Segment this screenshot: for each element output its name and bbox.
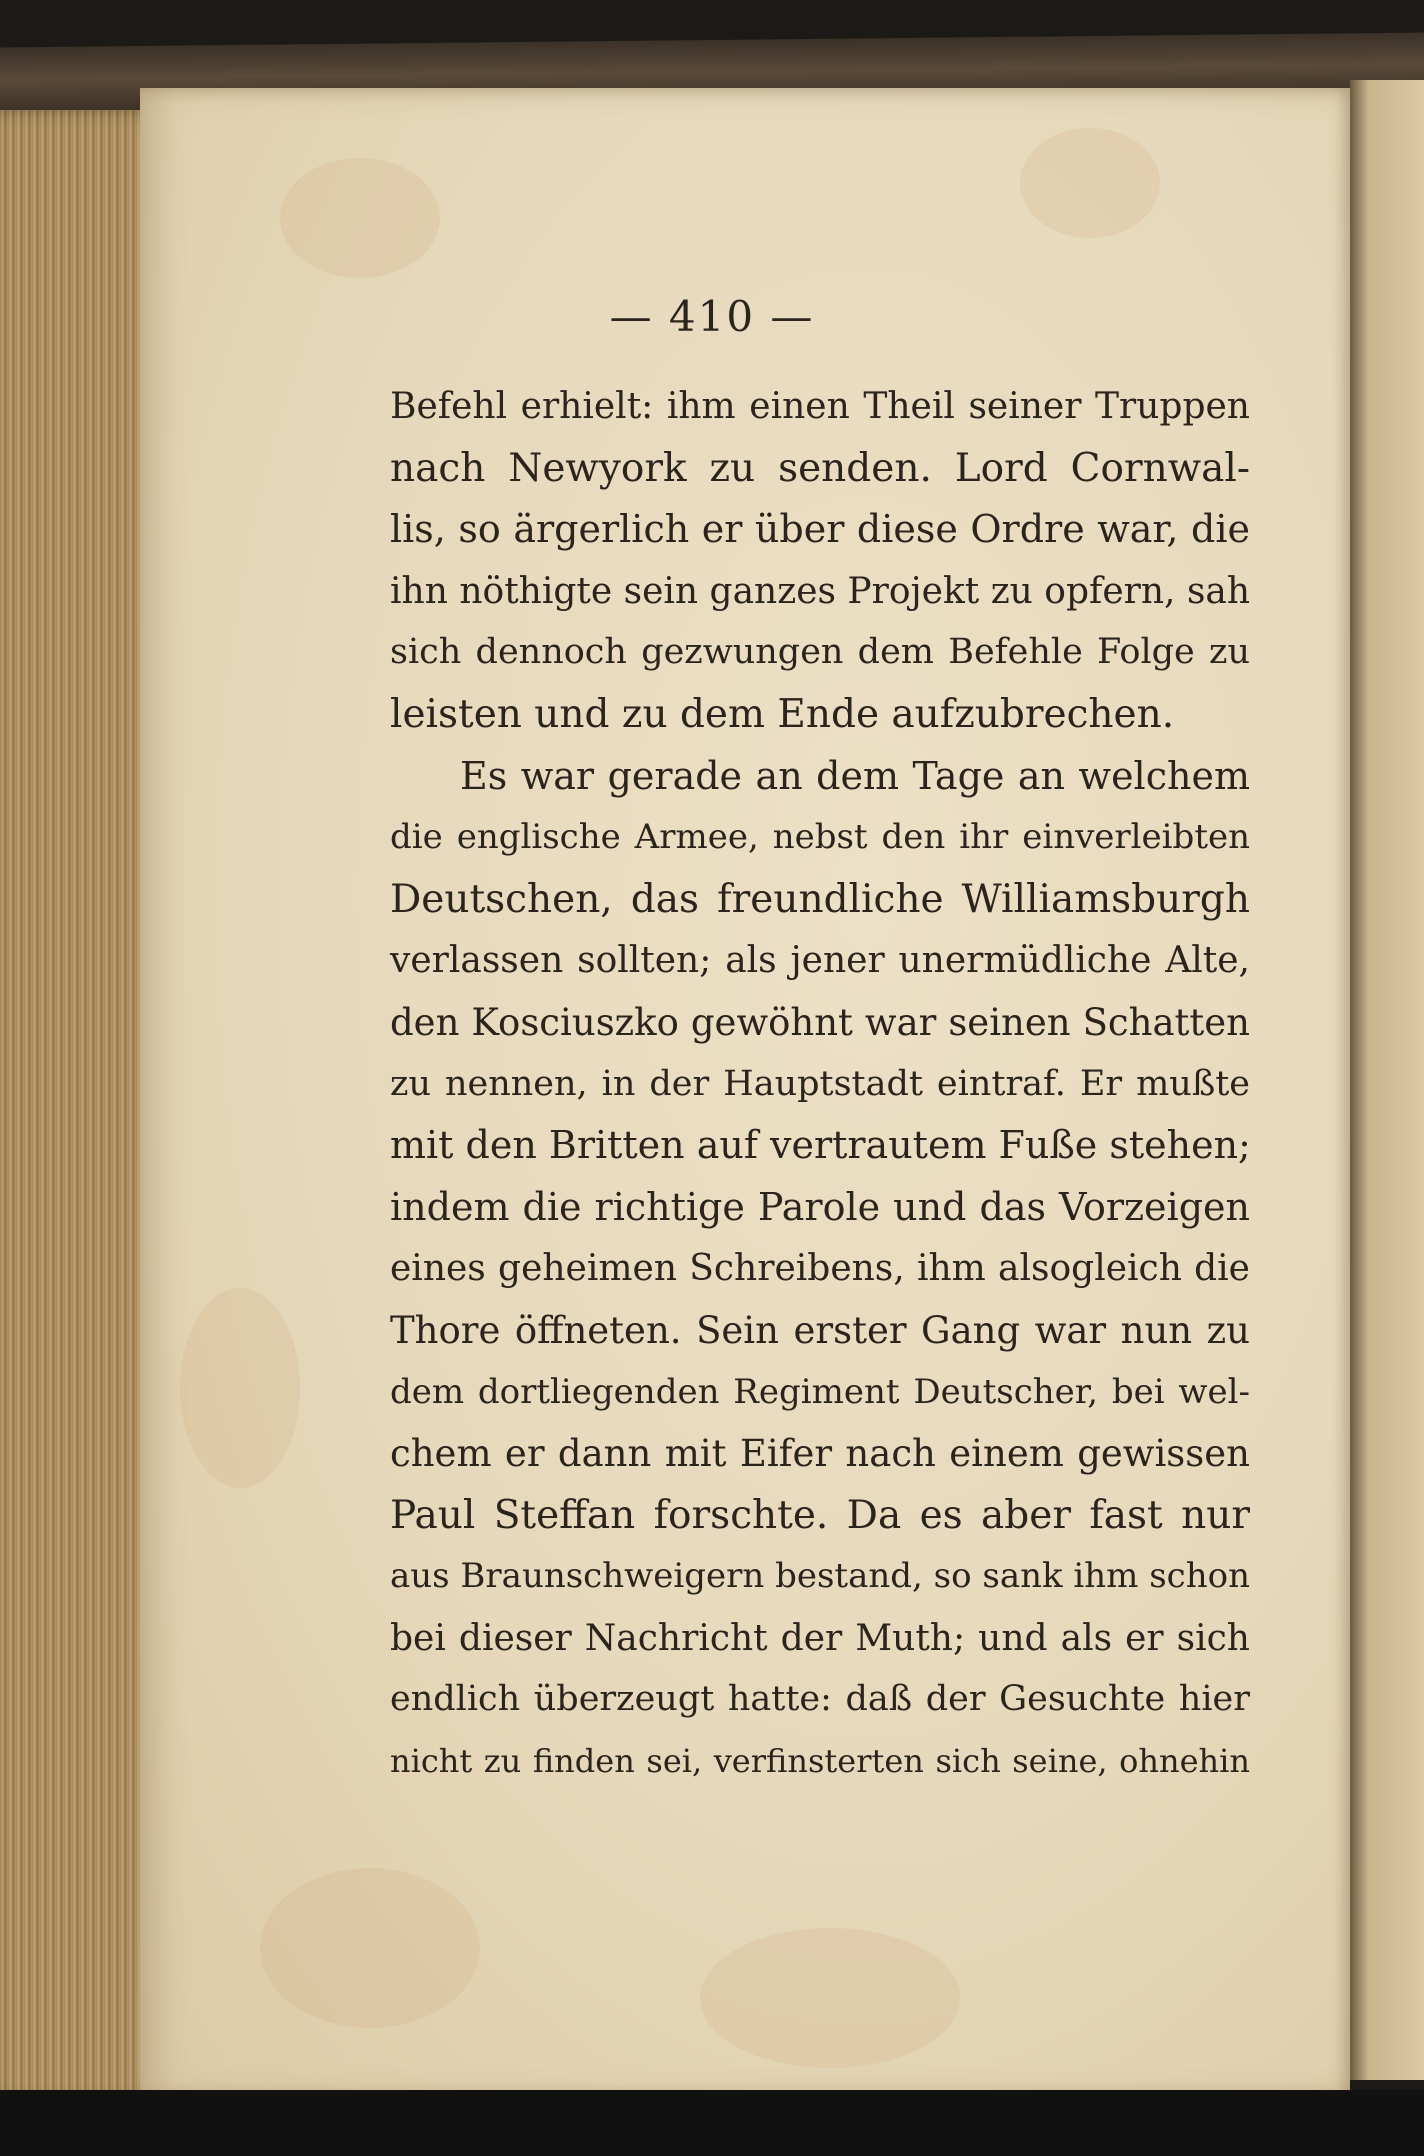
text-line: verlassen sollten; als jener unermüdliche Alte, <box>390 940 1250 982</box>
text-line: indem die richtige Parole und das Vorzeigen <box>390 1184 1250 1229</box>
text-line: aus Braunschweigern bestand, so sank ihm schon <box>390 1556 1250 1597</box>
text-line: Thore öffneten. Sein erster Gang war nun zu <box>390 1308 1250 1352</box>
text-line: Es war gerade an dem Tage an welchem <box>460 753 1250 798</box>
body-text <box>390 376 1250 1793</box>
paper-stain <box>280 158 440 278</box>
text-line: dem dortliegenden Regiment Deutscher, bei wel- <box>390 1371 1250 1412</box>
text-line: lis, so ärgerlich er über diese Ordre war, die <box>390 507 1250 552</box>
bottom-background <box>0 2090 1424 2156</box>
text-line: endlich überzeugt hatte: daß der Gesuchte hier <box>390 1679 1250 1720</box>
paper-stain <box>180 1288 300 1488</box>
text-line: nach Newyork zu senden. Lord Cornwal- <box>390 445 1250 491</box>
facing-page-edge <box>1350 80 1424 2080</box>
paper-stain <box>700 1928 960 2068</box>
text-line: die englische Armee, nebst den ihr einverleibten <box>390 817 1250 858</box>
text-line: Deutschen, das freundliche Williamsburgh <box>390 876 1250 922</box>
paper-stain <box>1020 128 1160 238</box>
text-line: sich dennoch gezwungen dem Befehle Folge zu <box>390 632 1250 673</box>
text-line: eines geheimen Schreibens, ihm alsogleich die <box>390 1248 1250 1290</box>
text-line: zu nennen, in der Hauptstadt eintraf. Er mußte <box>390 1063 1250 1104</box>
text-line: ihn nöthigte sein ganzes Projekt zu opfern, sah <box>390 570 1251 612</box>
text-line: den Kosciuszko gewöhnt war seinen Schatten <box>390 1000 1250 1044</box>
text-line: Befehl erhielt: ihm einen Theil seiner Truppen <box>390 386 1250 427</box>
text-line: leisten und zu dem Ende aufzubrechen. <box>390 691 1175 737</box>
page-number: — 410 — <box>609 292 815 341</box>
text-line: bei dieser Nachricht der Muth; und als er sich <box>390 1617 1250 1659</box>
text-line: mit den Britten auf vertrautem Fuße stehen; <box>390 1123 1251 1168</box>
text-line: chem er dann mit Eifer nach einem gewissen <box>390 1432 1250 1476</box>
text-line: nicht zu finden sei, verfinsterten sich seine, ohnehin <box>390 1742 1250 1781</box>
paper-stain <box>260 1868 480 2028</box>
text-line: Paul Steffan forschte. Da es aber fast nur <box>390 1492 1250 1538</box>
